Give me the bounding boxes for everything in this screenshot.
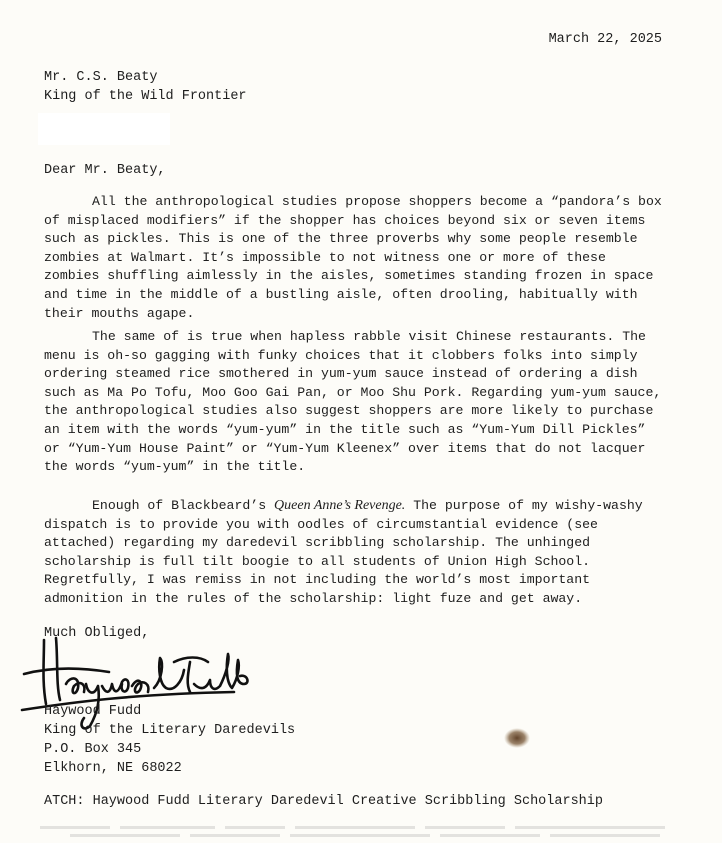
body-paragraph-1: All the anthropological studies propose shoppers become a “pandora’s box of misplaced modifiers” if the shopper has choices beyond six or seven items such as pickles. This is one of the three proverbs why some people resemble zombies at Walmart. It’s impossible to not witness one or more of these zombies shuffling aimlessly in the aisles, sometimes standing frozen in space and time in the middle of a bustling aisle, often drooling, habitually with their mouths agape. [44,194,662,321]
recipient-block [44,68,247,106]
ship-name: Queen Anne’s Revenge. [274,498,406,513]
closing: Much Obliged, [44,626,150,641]
ink-stain [503,727,531,749]
sender-po-box: P.O. Box 345 [44,742,142,757]
recipient-title: King of the Wild Frontier [44,89,247,104]
signature-block [44,702,295,778]
sender-city: Elkhorn, NE 68022 [44,761,182,776]
body-paragraph-3 [44,497,666,609]
bleed-through-text [40,820,680,840]
paragraph-3-end: The purpose of my wishy-washy dispatch is to provide you with oodles of circumstantial evidence (see attached) regarding my daredevil scribbling scholarship. The unhinged scholarship is full tilt boogie to all students of Union High School. Regretfully, I was remiss in not including the world’s most important admonition in the rules of the scholarship: light fuze and get away. [44,498,643,606]
body-paragraph-2: The same of is true when hapless rabble visit Chinese restaurants. The menu is oh-so gagging with funky choices that it clobbers folks into simply ordering steamed rice smothered in yum-yum sauce instead of ordering a dish such as Ma Po Tofu, Moo Goo Gai Pan, or Moo Shu Pork. Regarding yum-yum sauce, the anthropological studies also suggest shoppers are more likely to purchase an item with the words “yum-yum” in the title such as “Yum-Yum Dill Pickles” or “Yum-Yum House Paint” or “Yum-Yum Kleenex” over items that do not lacquer the words “yum-yum” in the title. [44,329,662,475]
sender-name: Haywood Fudd [44,704,142,719]
attachment-line: ATCH: Haywood Fudd Literary Daredevil Creative Scribbling Scholarship [44,794,603,809]
salutation: Dear Mr. Beaty, [44,163,166,178]
redacted-address [38,113,170,145]
recipient-name: Mr. C.S. Beaty [44,70,158,85]
paragraph-3-start: Enough of Blackbeard’s [92,498,275,513]
sender-title: King of the Literary Daredevils [44,723,296,738]
letter-date: March 22, 2025 [548,32,662,47]
